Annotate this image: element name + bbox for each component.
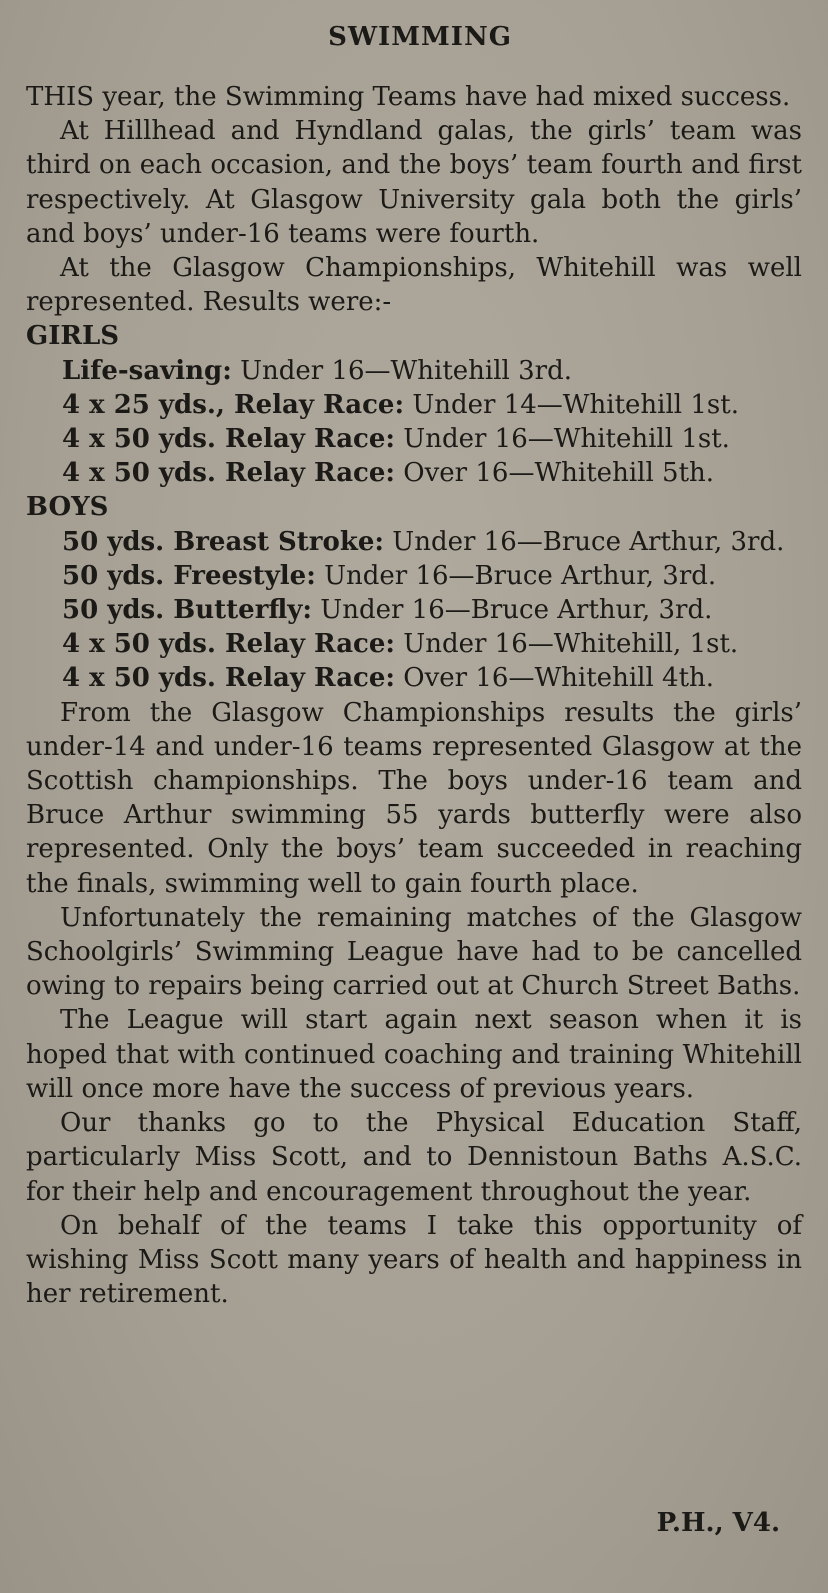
paragraph-thanks: Our thanks go to the Physical Education Staff, particularly Miss Scott, and to Dennistoun Baths A.S.C. for their help and encouragement throughout the year. [26,1108,802,1207]
boys-heading: BOYS [26,492,109,523]
girls-result [26,354,802,388]
event-result: Under 16—Bruce Arthur, 3rd. [384,526,785,557]
event-name: 50 yds. Freestyle: [62,560,316,591]
event-name: 4 x 50 yds. Relay Race: [62,629,396,660]
event-name: 50 yds. Breast Stroke: [62,526,385,557]
article-body [26,80,802,1311]
paragraph-scottish-championships: From the Glasgow Championships results the girls’ under-14 and under-16 teams represented Glasgow at the Scottish championships. The boys under-16 team and Bruce Arthur swimming 55 yards butterfly were also represented. Only the boys’ team succeeded in reaching the finals, swimming well to gain fourth place. [26,697,802,899]
boys-result [26,661,802,695]
paragraph-championships: At the Glasgow Championships, Whitehill was well represented. Results were:- [26,253,802,318]
event-result: Under 16—Whitehill, 1st. [395,629,739,660]
event-result: Under 14—Whitehill 1st. [404,389,739,420]
intro-paragraph: THIS year, the Swimming Teams have had mixed success. [26,82,791,112]
boys-result [26,627,802,661]
event-result: Over 16—Whitehill 4th. [395,663,715,694]
paragraph-galas: At Hillhead and Hyndland galas, the girls’ team was third on each occasion, and the boys’ team fourth and first respectively. At Glasgow University gala both the girls’ and boys’ under-16 teams were fourth. [26,116,802,249]
boys-result [26,559,802,593]
event-result: Under 16—Whitehill 3rd. [231,355,573,386]
event-result: Under 16—Bruce Arthur, 3rd. [312,595,713,626]
event-name: 4 x 50 yds. Relay Race: [62,663,396,694]
event-name: Life-saving: [62,355,232,386]
paragraph-next-season: The League will start again next season when it is hoped that with continued coaching and training Whitehill will once more have the success of previous years. [26,1005,802,1104]
girls-heading: GIRLS [26,321,120,352]
boys-result [26,525,802,559]
event-name: 4 x 50 yds. Relay Race: [62,424,396,455]
paragraph-league-cancelled: Unfortunately the remaining matches of the Glasgow Schoolgirls’ Swimming League have had to be cancelled owing to repairs being carried out at Church Street Baths. [26,902,802,1002]
girls-result [26,422,802,456]
boys-result [26,593,802,627]
event-name: 50 yds. Butterfly: [62,595,313,626]
paragraph-retirement: On behalf of the teams I take this opportunity of wishing Miss Scott many years of health and happiness in her retirement. [26,1210,802,1310]
author-signature: P.H., V4. [656,1508,780,1538]
girls-result [26,456,802,490]
event-result: Under 16—Bruce Arthur, 3rd. [315,560,717,591]
event-result: Under 16—Whitehill 1st. [395,424,730,455]
event-name: 4 x 25 yds., Relay Race: [62,389,405,420]
girls-result [26,388,802,422]
page-title: SWIMMING [328,22,512,52]
event-result: Over 16—Whitehill 5th. [395,458,715,489]
event-name: 4 x 50 yds. Relay Race: [62,458,396,489]
